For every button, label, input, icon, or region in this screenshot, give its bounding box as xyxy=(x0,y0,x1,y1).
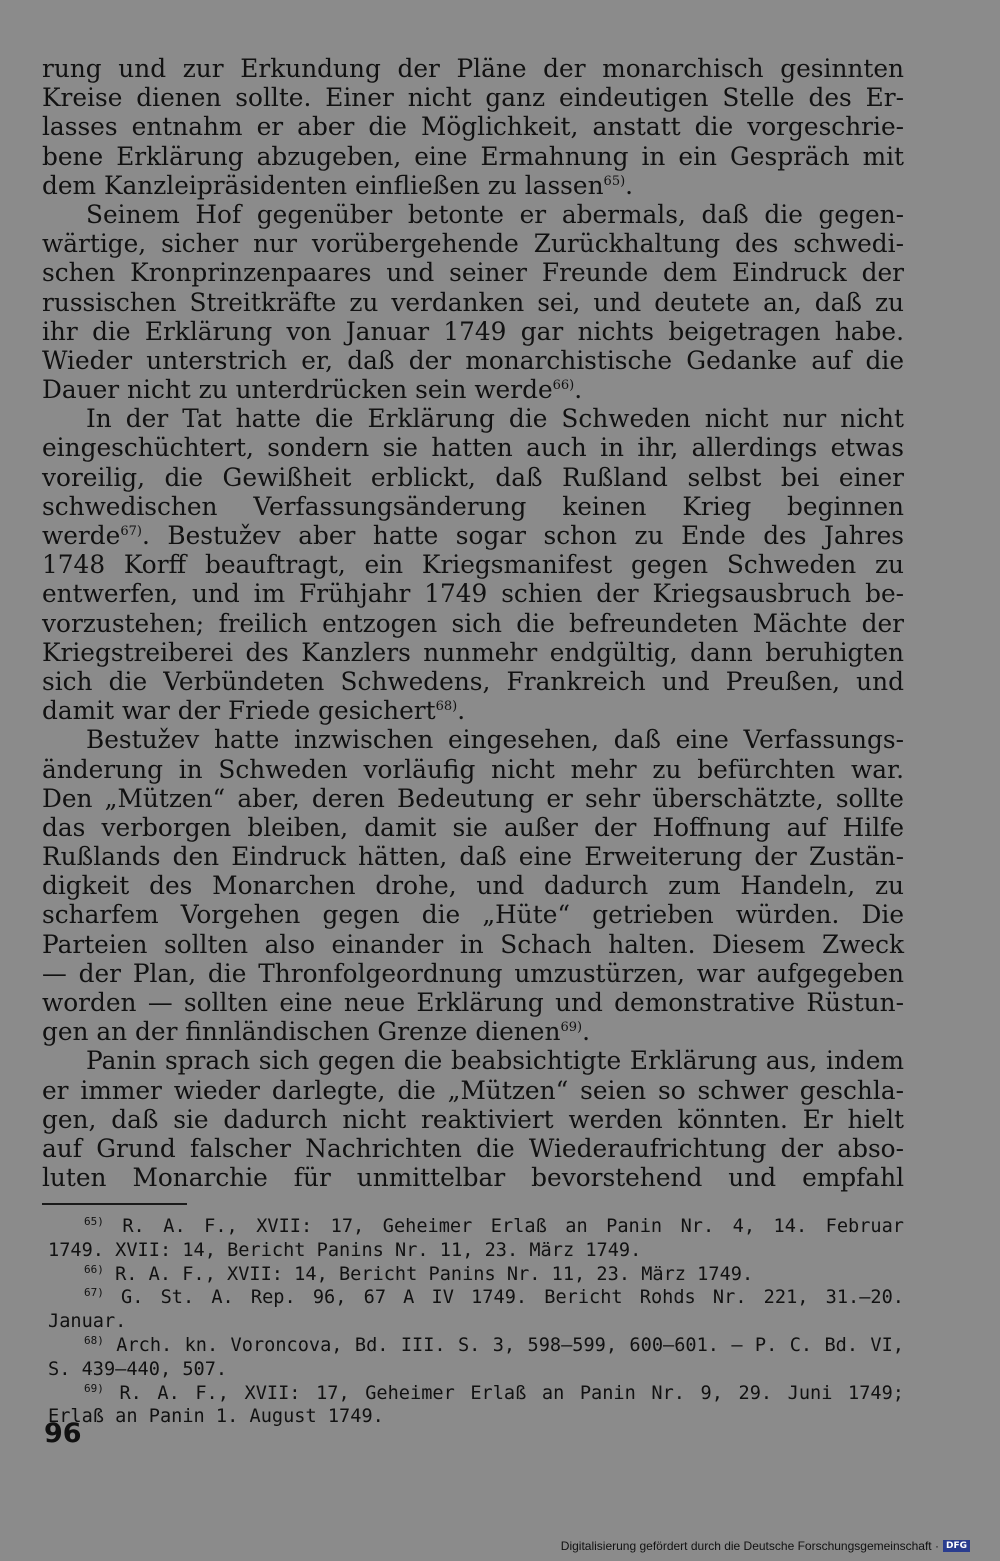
body-line: schwedischen Verfassungsänderung keinen Krieg beginnen xyxy=(42,491,904,521)
body-line: dem Kanzleipräsidenten einfließen zu lassen$^{65)}$. xyxy=(42,170,634,200)
footnote-line: $^{67)}$ G. St. A. Rep. 96, 67 A IV 1749. Bericht Rohds Nr. 221, 31.—20. xyxy=(84,1286,904,1309)
body-line: Kriegstreiberei des Kanzlers nunmehr endgültig, dann beruhigten xyxy=(42,637,904,667)
body-line: luten Monarchie für unmittelbar bevorstehend und empfahl xyxy=(42,1163,904,1193)
footnote-reference[interactable]: 68) xyxy=(435,699,458,715)
body-line: das verborgen bleiben, damit sie außer der Hoffnung auf Hilfe xyxy=(42,812,904,842)
footnotes xyxy=(48,1215,904,1429)
footnote-line: Januar. xyxy=(48,1311,127,1333)
body-line: ihr die Erklärung von Januar 1749 gar nichts beigetragen habe. xyxy=(42,316,904,346)
body-line: rung und zur Erkundung der Pläne der monarchisch gesinnten xyxy=(42,54,904,83)
body-line: gen an der finnländischen Grenze dienen$^{69)}$. xyxy=(42,1017,590,1047)
body-line: voreilig, die Gewißheit erblickt, daß Rußland selbst bei einer xyxy=(42,462,904,492)
body-line: scharfem Vorgehen gegen die „Hüte“ getrieben würden. Die xyxy=(42,900,904,930)
footnote-reference[interactable]: 66) xyxy=(552,378,575,394)
body-line: Seinem Hof gegenüber betonte er abermals, daß die gegen- xyxy=(86,199,904,229)
footnote-line: $^{66)}$ R. A. F., XVII: 14, Bericht Panins Nr. 11, 23. März 1749. xyxy=(84,1262,754,1285)
footnote-line: 1749. XVII: 14, Bericht Panins Nr. 11, 23. März 1749. xyxy=(48,1239,642,1261)
footnote-rule xyxy=(42,1203,187,1205)
footnote-marker: 67) xyxy=(84,1286,104,1300)
footnote-marker: 69) xyxy=(84,1381,104,1395)
page-number: 96 xyxy=(44,1418,82,1449)
footnote-marker: 66) xyxy=(84,1262,104,1276)
body-line: bene Erklärung abzugeben, eine Ermahnung in ein Gespräch mit xyxy=(42,141,904,171)
body-line: worden — sollten eine neue Erklärung und demonstrative Rüstun- xyxy=(42,988,904,1017)
footer-text: Digitalisierung gefördert durch die Deutsche Forschungsgemeinschaft · xyxy=(560,1539,939,1553)
body-line: schen Kronprinzenpaares und seiner Freunde dem Eindruck der xyxy=(42,258,904,288)
body-line: auf Grund falscher Nachrichten die Wiederaufrichtung der abso- xyxy=(42,1133,904,1163)
footnote-marker: 65) xyxy=(84,1215,104,1228)
body-line: russischen Streitkräfte zu verdanken sei, und deutete an, daß zu xyxy=(42,287,904,317)
body-line: Parteien sollten also einander in Schach halten. Diesem Zweck xyxy=(42,929,904,959)
body-line: 1748 Korff beauftragt, ein Kriegsmanifest gegen Schweden zu xyxy=(42,550,904,580)
footnote-line: $^{69)}$ R. A. F., XVII: 17, Geheimer Erlaß an Panin Nr. 9, 29. Juni 1749; xyxy=(84,1381,904,1404)
body-line: Den „Mützen“ aber, deren Bedeutung er sehr überschätzte, sollte xyxy=(42,783,904,813)
body-line: Dauer nicht zu unterdrücken sein werde$^{66)}$. xyxy=(42,375,583,405)
body-line: lasses entnahm er aber die Möglichkeit, anstatt die vorgeschrie- xyxy=(42,112,904,142)
footnote-line: $^{68)}$ Arch. kn. Voroncova, Bd. III. S. 3, 598—599, 600—601. — P. C. Bd. VI, xyxy=(84,1333,904,1356)
body-line: Wieder unterstrich er, daß der monarchistische Gedanke auf die xyxy=(42,345,904,375)
body-line: Kreise dienen sollte. Einer nicht ganz eindeutigen Stelle des Er- xyxy=(42,83,904,113)
body-line: Panin sprach sich gegen die beabsichtigte Erklärung aus, indem xyxy=(86,1046,904,1076)
body-line: er immer wieder darlegte, die „Mützen“ seien so schwer geschla- xyxy=(42,1075,904,1105)
footnote-reference[interactable]: 69) xyxy=(560,1020,583,1036)
footnote-reference[interactable]: 67) xyxy=(120,524,142,539)
body-line: werde$^{67)}$. Bestužev aber hatte sogar schon zu Ende des Jahres xyxy=(42,521,904,550)
footnote-reference[interactable]: 65) xyxy=(603,173,626,189)
body-line: damit war der Friede gesichert$^{68)}$. xyxy=(42,696,466,726)
footnote-line: Erlaß an Panin 1. August 1749. xyxy=(48,1406,384,1428)
body-line: gen, daß sie dadurch nicht reaktiviert werden könnten. Er hielt xyxy=(42,1104,904,1134)
body-line: — der Plan, die Thronfolgeordnung umzustürzen, war aufgegeben xyxy=(42,958,904,988)
body-line: vorzustehen; freilich entzogen sich die befreundeten Mächte der xyxy=(42,608,904,638)
body-line: Rußlands den Eindruck hätten, daß eine Erweiterung der Zustän- xyxy=(42,842,904,872)
body-line: In der Tat hatte die Erklärung die Schweden nicht nur nicht xyxy=(86,404,904,434)
body-line: Bestužev hatte inzwischen eingesehen, daß eine Verfassungs- xyxy=(86,725,904,755)
body-line: digkeit des Monarchen drohe, und dadurch zum Handeln, zu xyxy=(42,871,904,901)
main-text xyxy=(42,54,904,1192)
body-line: änderung in Schweden vorläufig nicht mehr zu befürchten war. xyxy=(42,754,904,784)
footnote-line: $^{65)}$ R. A. F., XVII: 17, Geheimer Erlaß an Panin Nr. 4, 14. Februar xyxy=(84,1215,904,1237)
dfg-logo: DFG xyxy=(943,1540,970,1552)
body-line: wärtige, sicher nur vorübergehende Zurückhaltung des schwedi- xyxy=(42,229,904,259)
footnote-line: S. 439—440, 507. xyxy=(48,1358,228,1380)
body-line: sich die Verbündeten Schwedens, Frankreich und Preußen, und xyxy=(42,666,904,696)
body-line: entwerfen, und im Frühjahr 1749 schien der Kriegsausbruch be- xyxy=(42,579,904,609)
footnote-marker: 68) xyxy=(84,1333,104,1347)
body-line: eingeschüchtert, sondern sie hatten auch in ihr, allerdings etwas xyxy=(42,433,904,463)
digitization-footer xyxy=(561,1539,970,1553)
